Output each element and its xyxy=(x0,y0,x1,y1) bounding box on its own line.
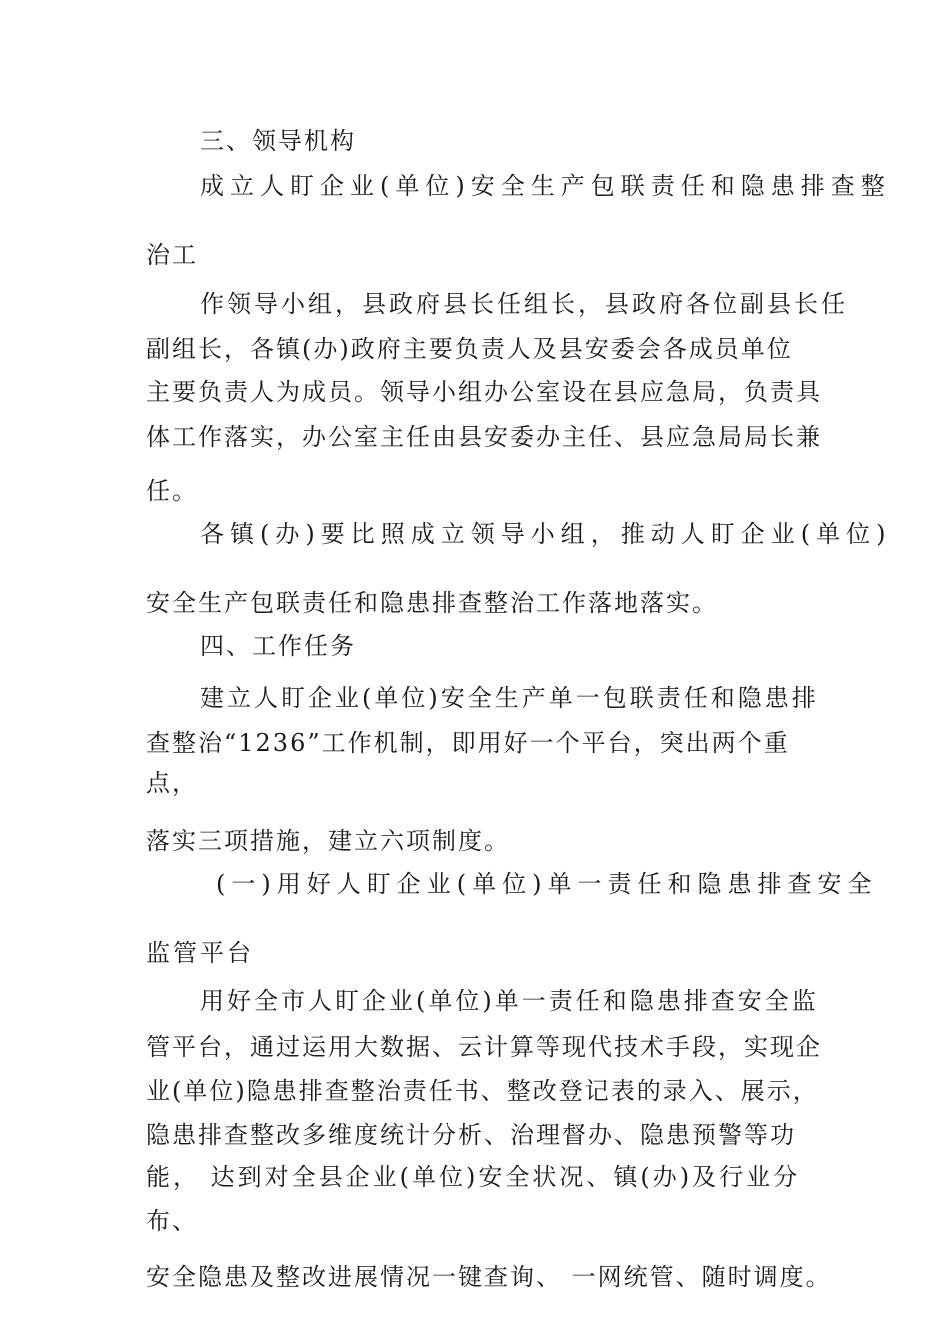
paragraph-line: 副组长，各镇(办)政府主要负责人及县安委会各成员单位 xyxy=(146,335,793,363)
paragraph-line: 点， xyxy=(146,769,198,797)
paragraph-line: 安全隐患及整改进展情况一键查询、 一网统管、随时调度。 xyxy=(146,1263,832,1291)
section-heading-tasks: 四、工作任务 xyxy=(200,632,356,660)
paragraph-line: 能， 达到对全县企业(单位)安全状况、镇(办)及行业分 xyxy=(146,1163,801,1191)
paragraph-line: 布、 xyxy=(146,1207,198,1235)
paragraph-line: 成立人盯企业(单位)安全生产包联责任和隐患排查整 xyxy=(200,172,891,200)
paragraph-line: 作领导小组，县政府县长任组长，县政府各位副县长任 xyxy=(200,290,848,318)
section-heading-leadership: 三、领导机构 xyxy=(200,127,356,155)
paragraph-line: 监管平台 xyxy=(146,939,254,967)
paragraph-line: 各镇(办)要比照成立领导小组，推动人盯企业(单位) xyxy=(200,520,892,548)
paragraph-line: 管平台，通过运用大数据、云计算等现代技术手段，实现企 xyxy=(146,1033,822,1061)
paragraph-line: 安全生产包联责任和隐患排查整治工作落地落实。 xyxy=(146,589,718,617)
paragraph-line: 业(单位)隐患排查整治责任书、整改登记表的录入、展示， xyxy=(146,1077,819,1105)
paragraph-line: 用好全市人盯企业(单位)单一责任和隐患排查安全监 xyxy=(200,987,819,1015)
paragraph-line: 隐患排查整改多维度统计分析、治理督办、隐患预警等功 xyxy=(146,1121,796,1149)
paragraph-line: 落实三项措施，建立六项制度。 xyxy=(146,827,510,855)
subsection-heading-platform: (一)用好人盯企业(单位)单一责任和隐患排查安全 xyxy=(216,870,878,898)
paragraph-line: 主要负责人为成员。领导小组办公室设在县应急局，负责具 xyxy=(146,378,822,406)
paragraph-line: 任。 xyxy=(146,477,198,505)
paragraph-line: 治工 xyxy=(146,241,198,269)
paragraph-line: 体工作落实，办公室主任由县安委办主任、县应急局局长兼 xyxy=(146,423,822,451)
paragraph-line: 建立人盯企业(单位)安全生产单一包联责任和隐患排 xyxy=(200,684,819,712)
paragraph-line: 查整治“1236”工作机制，即用好一个平台，突出两个重 xyxy=(146,729,790,757)
